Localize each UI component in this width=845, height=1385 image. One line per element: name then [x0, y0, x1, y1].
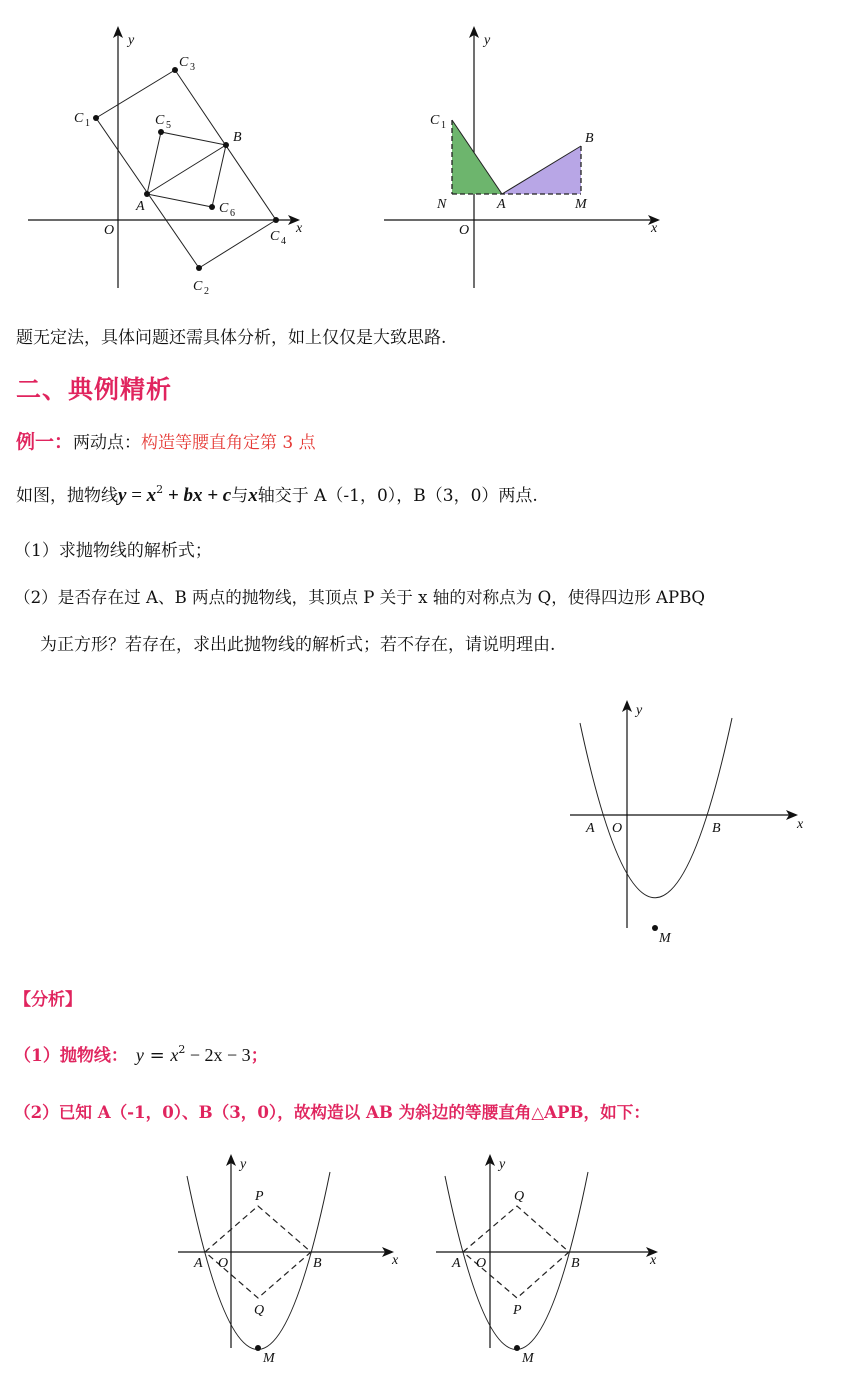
- svg-text:P: P: [255, 1189, 264, 1204]
- svg-text:M: M: [659, 931, 671, 946]
- svg-text:C: C: [270, 229, 280, 244]
- svg-text:B: B: [712, 821, 721, 836]
- svg-text:B: B: [233, 130, 242, 145]
- example-heading: [16, 430, 316, 455]
- svg-text:2: 2: [204, 286, 209, 297]
- svg-text:M: M: [263, 1351, 275, 1366]
- svg-text:1: 1: [441, 120, 446, 131]
- svg-text:y: y: [128, 33, 135, 48]
- svg-text:1: 1: [85, 118, 90, 129]
- svg-text:x: x: [797, 817, 804, 832]
- svg-text:x: x: [650, 1253, 657, 1268]
- figure-square-q-above: [420, 1140, 680, 1385]
- svg-text:Q: Q: [514, 1189, 525, 1204]
- question-1: （1）求抛物线的解析式；: [14, 541, 212, 561]
- figure-parabola: [550, 680, 830, 950]
- figure-square-p-above: [160, 1140, 420, 1385]
- svg-text:P: P: [513, 1303, 522, 1318]
- svg-text:O: O: [612, 821, 623, 836]
- svg-text:x: x: [651, 221, 658, 236]
- problem-statement: 如图，抛物线$y = x^2$ + bx + c与x轴交于 A（-1，0），B（3，0）两点.: [16, 483, 538, 506]
- analysis-2: （2）已知 A（-1，0）、B（3，0），故构造以 AB 为斜边的等腰直角△APB，如下：: [14, 1102, 650, 1122]
- svg-text:B: B: [585, 131, 594, 146]
- svg-text:O: O: [476, 1256, 487, 1271]
- svg-text:5: 5: [166, 120, 171, 131]
- svg-text:3: 3: [190, 62, 195, 73]
- svg-text:B: B: [571, 1256, 580, 1271]
- svg-text:y: y: [240, 1157, 247, 1172]
- svg-text:N: N: [437, 197, 447, 212]
- svg-text:C: C: [74, 111, 84, 126]
- analysis-1: （1）抛物线： $y = x^2 - 2x - 3$；: [14, 1043, 268, 1066]
- svg-text:x: x: [392, 1253, 399, 1268]
- question-2-line-1: （2）是否存在过 A、B 两点的抛物线，其顶点 P 关于 x 轴的对称点为 Q，使得四边形 APBQ: [14, 588, 706, 607]
- svg-text:A: A: [497, 197, 506, 212]
- svg-text:4: 4: [281, 236, 286, 247]
- svg-text:O: O: [459, 223, 470, 238]
- section-title: 二、典例精析: [16, 375, 173, 404]
- question-2-line-2: 为正方形？若存在，求出此抛物线的解析式；若不存在，请说明理由.: [40, 635, 556, 655]
- example-type: 两动点：: [73, 433, 142, 453]
- svg-text:A: A: [452, 1256, 461, 1271]
- svg-text:x: x: [296, 221, 303, 236]
- figure-square-construction: [0, 0, 320, 300]
- svg-text:C: C: [219, 201, 229, 216]
- svg-text:B: B: [313, 1256, 322, 1271]
- analysis-label: 【分析】: [14, 990, 82, 1010]
- svg-text:C: C: [430, 113, 440, 128]
- svg-text:A: A: [586, 821, 595, 836]
- svg-text:y: y: [636, 703, 643, 718]
- example-label: 例一：: [16, 431, 74, 453]
- svg-text:Q: Q: [254, 1303, 265, 1318]
- svg-text:A: A: [194, 1256, 203, 1271]
- intro-line: 题无定法，具体问题还需具体分析，如上仅仅是大致思路.: [16, 328, 447, 348]
- svg-text:6: 6: [230, 208, 235, 219]
- svg-text:O: O: [218, 1256, 229, 1271]
- example-topic: 构造等腰直角定第 3 点: [141, 433, 316, 453]
- svg-text:y: y: [484, 33, 491, 48]
- svg-text:A: A: [136, 199, 145, 214]
- svg-text:O: O: [104, 223, 115, 238]
- svg-text:y: y: [499, 1157, 506, 1172]
- svg-text:M: M: [522, 1351, 534, 1366]
- figure-congruent-triangles: [370, 0, 670, 300]
- svg-text:C: C: [179, 55, 189, 70]
- svg-text:M: M: [575, 197, 587, 212]
- svg-text:C: C: [193, 279, 203, 294]
- svg-text:C: C: [155, 113, 165, 128]
